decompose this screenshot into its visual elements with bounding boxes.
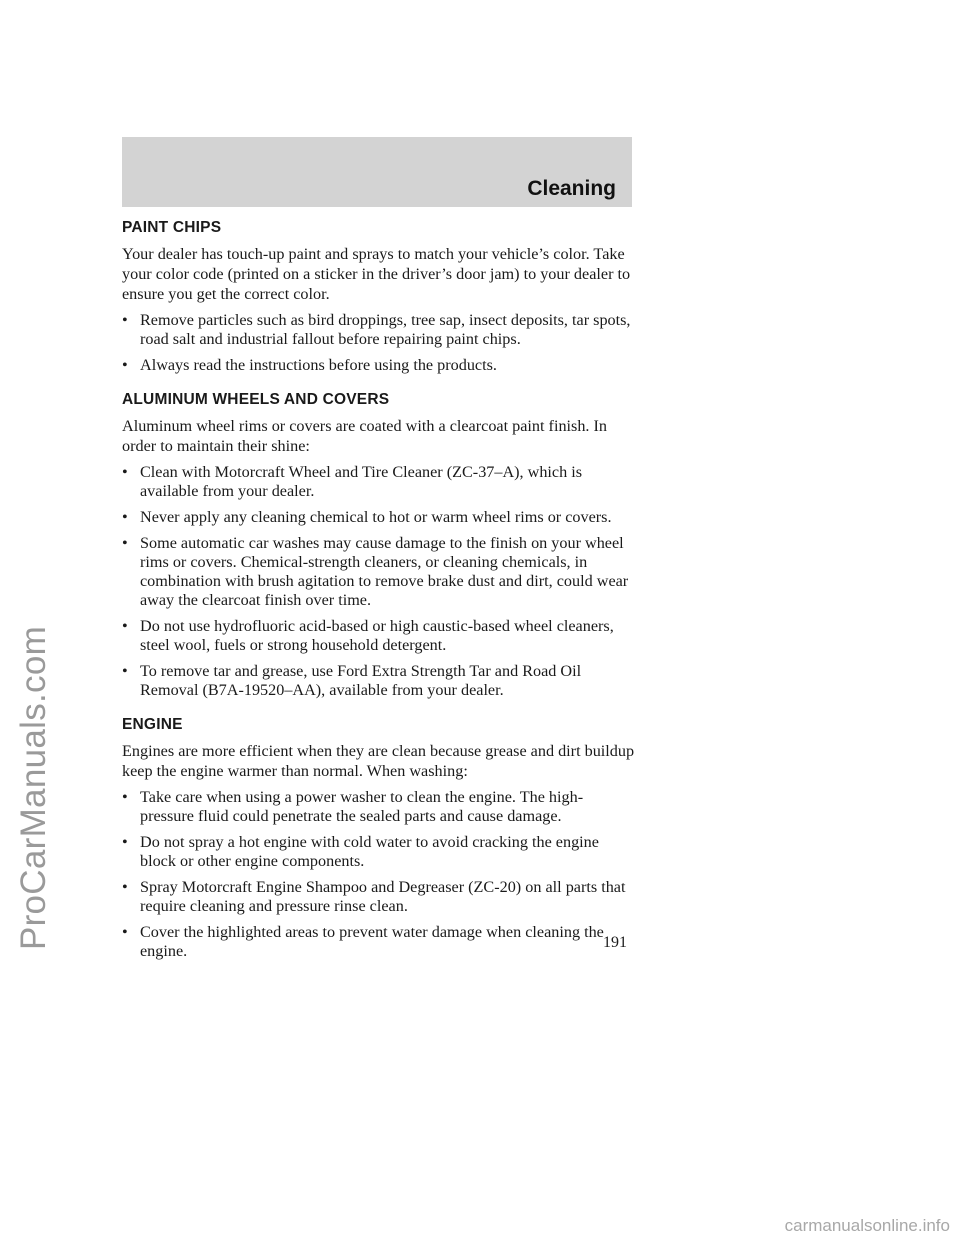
bullet-icon: • [122, 833, 128, 851]
page-content [122, 219, 637, 968]
bullet-icon: • [122, 617, 128, 635]
list-item: • Some automatic car washes may cause damage to the finish on your wheel rims or covers. Chemical-strength cleaners, or cleaning chemicals, in combination with brush agitation to remove brake dust and dirt, could wear away the clearcoat finish over time. [122, 534, 629, 609]
footer-watermark: carmanualsonline.info [784, 1216, 950, 1235]
heading-aluminum-wheels: ALUMINUM WHEELS AND COVERS [122, 391, 390, 408]
list-item: • Remove particles such as bird droppings, tree sap, insect deposits, tar spots, road salt and industrial fallout before repairing paint chips. [122, 311, 631, 348]
section-paint-chips [122, 219, 637, 375]
list-item: • Do not spray a hot engine with cold water to avoid cracking the engine block or other engine components. [122, 833, 599, 870]
side-watermark-text: ProCarManuals.com [14, 625, 54, 951]
bullet-icon: • [122, 311, 128, 329]
bullet-icon: • [122, 534, 128, 552]
list-item: • Clean with Motorcraft Wheel and Tire Cleaner (ZC-37–A), which is available from your dealer. [122, 463, 583, 500]
list-item: • Do not use hydrofluoric acid-based or high caustic-based wheel cleaners, steel wool, fuels or strong household detergent. [122, 617, 614, 654]
section-engine [122, 716, 637, 961]
bullet-icon: • [122, 878, 128, 896]
list-item: • Spray Motorcraft Engine Shampoo and Degreaser (ZC-20) on all parts that require cleaning and pressure rinse clean. [122, 878, 626, 915]
side-watermark [8, 508, 60, 1068]
bullet-icon: • [122, 463, 128, 481]
bullet-list-aluminum-wheels [122, 463, 637, 700]
heading-engine: ENGINE [122, 716, 183, 733]
page-number: 191 [603, 934, 627, 951]
bullet-list-paint-chips [122, 311, 637, 375]
section-aluminum-wheels [122, 391, 637, 700]
bullet-icon: • [122, 923, 128, 941]
bullet-icon: • [122, 356, 128, 374]
section-header-band [122, 137, 632, 207]
list-item: • Cover the highlighted areas to prevent water damage when cleaning the engine. [122, 923, 604, 960]
list-item: • To remove tar and grease, use Ford Extra Strength Tar and Road Oil Removal (B7A-19520–AA), available from your dealer. [122, 662, 582, 699]
paragraph-paint-chips: Your dealer has touch-up paint and sprays to match your vehicle’s color. Take your color code (printed on a sticker in the driver’s door jam) to your dealer to ensure you get the correct color. [122, 245, 631, 303]
bullet-list-engine [122, 788, 637, 961]
bullet-icon: • [122, 508, 128, 526]
bullet-icon: • [122, 662, 128, 680]
list-item: • Always read the instructions before using the products. [122, 356, 497, 374]
paragraph-engine: Engines are more efficient when they are clean because grease and dirt buildup keep the engine warmer than normal. When washing: [122, 742, 635, 780]
bullet-icon: • [122, 788, 128, 806]
paragraph-aluminum-wheels: Aluminum wheel rims or covers are coated with a clearcoat paint finish. In order to maintain their shine: [122, 417, 608, 455]
list-item: • Take care when using a power washer to clean the engine. The high-pressure fluid could penetrate the sealed parts and cause damage. [122, 788, 584, 825]
list-item: • Never apply any cleaning chemical to hot or warm wheel rims or covers. [122, 508, 612, 526]
heading-paint-chips: PAINT CHIPS [122, 219, 222, 236]
section-title: Cleaning [527, 177, 616, 200]
